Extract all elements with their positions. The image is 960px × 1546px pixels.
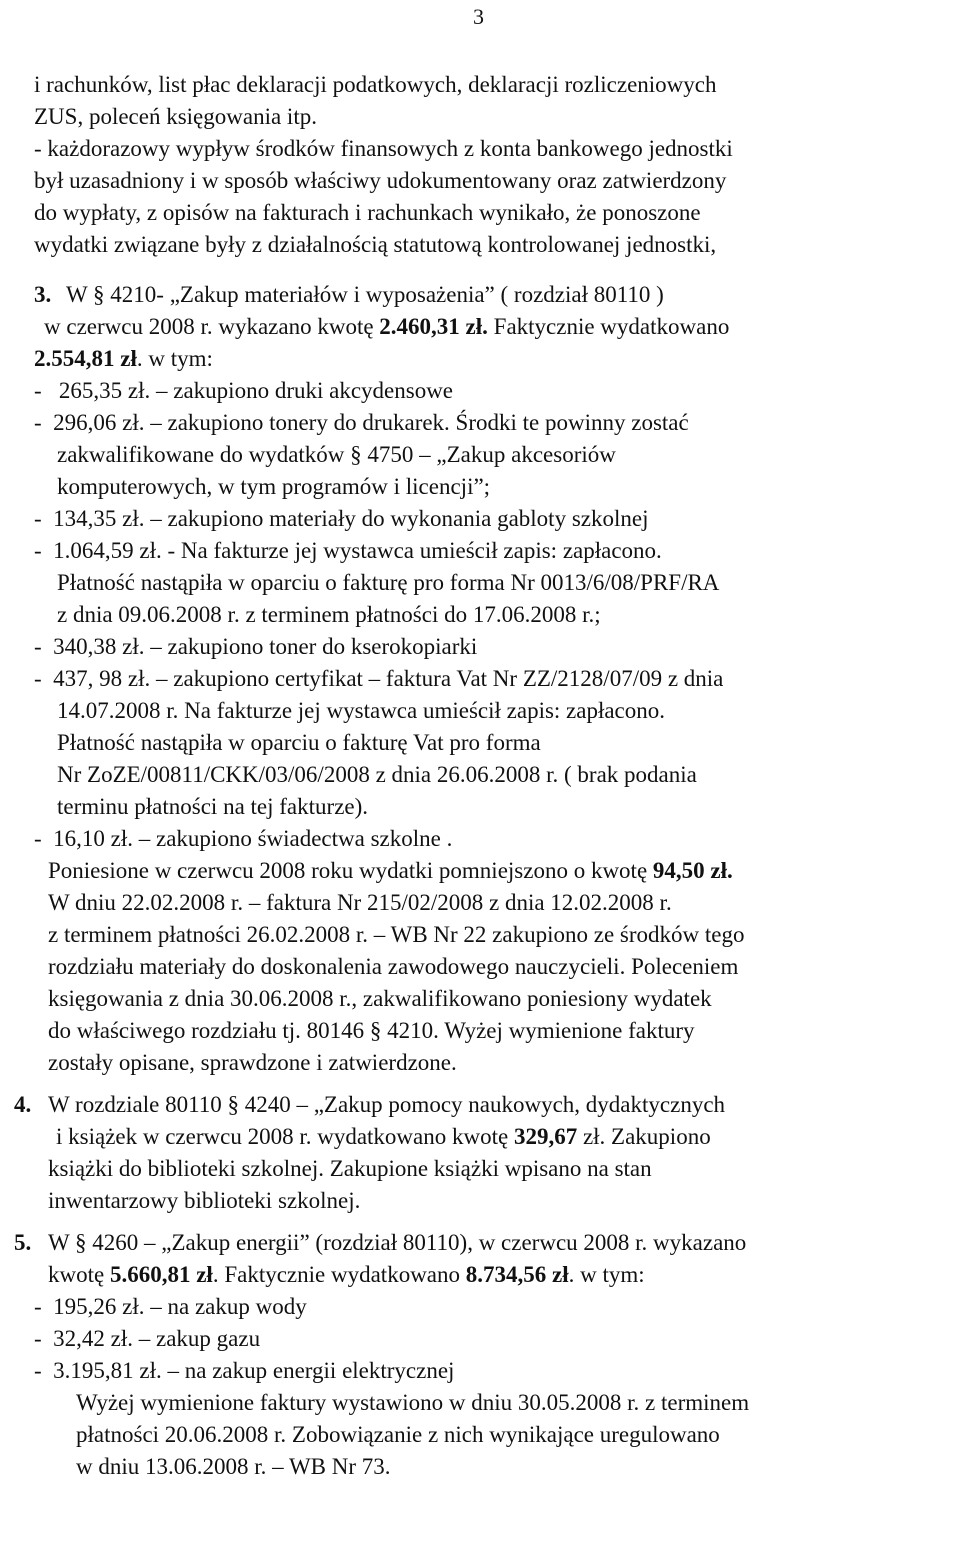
section-line: zostały opisane, sprawdzone i zatwierdzone. [48, 1050, 457, 1075]
list-item: - 16,10 zł. – zakupiono świadectwa szkolne . [34, 826, 453, 851]
amount: 8.734,56 zł [465, 1262, 569, 1287]
list-item: - 3.195,81 zł. – na zakup energii elektrycznej [34, 1358, 455, 1383]
amount: 5.660,81 zł [109, 1262, 213, 1287]
page-number: 3 [473, 4, 484, 29]
section-line: rozdziału materiały do doskonalenia zawodowego nauczycieli. Poleceniem [48, 954, 739, 979]
list-item: - 1.064,59 zł. - Na fakturze jej wystawca umieścił zapis: zapłacono. [34, 538, 662, 563]
section-number: 5. [14, 1230, 32, 1255]
paragraph-line: - każdorazowy wypływ środków finansowych z konta bankowego jednostki [34, 136, 733, 161]
section-line: w dniu 13.06.2008 r. – WB Nr 73. [76, 1454, 391, 1479]
text: . w tym: [136, 346, 213, 371]
paragraph-line: ZUS, poleceń księgowania itp. [34, 104, 317, 129]
section-line [44, 312, 729, 342]
section-number: 4. [14, 1092, 32, 1117]
section-line [48, 1260, 645, 1290]
list-item: - 437, 98 zł. – zakupiono certyfikat – faktura Vat Nr ZZ/2128/07/09 z dnia [34, 666, 724, 691]
section-heading-line: W § 4210- „Zakup materiałów i wyposażenia” ( rozdział 80110 ) [66, 282, 664, 307]
text: i rachunków, list płac deklaracji podatkowych, deklaracji rozliczeniowych [34, 72, 717, 97]
list-item: z dnia 09.06.2008 r. z terminem płatności do 17.06.2008 r.; [34, 602, 601, 627]
paragraph-line: do wypłaty, z opisów na fakturach i rachunkach wynikało, że ponoszone [34, 200, 701, 225]
list-item: zakwalifikowane do wydatków § 4750 – „Zakup akcesoriów [34, 442, 616, 467]
section-line: inwentarzowy biblioteki szkolnej. [48, 1188, 361, 1213]
section-line [56, 1122, 711, 1152]
list-item: komputerowych, w tym programów i licencji”; [34, 474, 491, 499]
amount: 94,50 zł. [652, 858, 733, 883]
paragraph-line [34, 70, 956, 100]
text: Faktycznie wydatkowano [487, 314, 730, 339]
list-item: Płatność nastąpiła w oparciu o fakturę Vat pro forma [34, 730, 541, 755]
list-item: Płatność nastąpiła w oparciu o fakturę pro forma Nr 0013/6/08/PRF/RA [34, 570, 720, 595]
list-item: - 134,35 zł. – zakupiono materiały do wykonania gabloty szkolnej [34, 506, 649, 531]
amount: 329,67 [513, 1124, 578, 1149]
text: w czerwcu 2008 r. wykazano kwotę [44, 314, 380, 339]
section-line [48, 856, 733, 886]
section-line: księgowania z dnia 30.06.2008 r., zakwalifikowano poniesiony wydatek [48, 986, 712, 1011]
paragraph-line: wydatki związane były z działalnością statutową kontrolowanej jednostki, [34, 232, 717, 257]
section-line: z terminem płatności 26.02.2008 r. – WB Nr 22 zakupiono ze środków tego [48, 922, 745, 947]
section-number: 3. [34, 282, 52, 307]
text: . w tym: [568, 1262, 645, 1287]
text: Poniesione w czerwcu 2008 roku wydatki pomniejszono o kwotę [48, 858, 653, 883]
section-line: książki do biblioteki szkolnej. Zakupione książki wpisano na stan [48, 1156, 652, 1181]
section-heading-line: W rozdziale 80110 § 4240 – „Zakup pomocy naukowych, dydaktycznych [48, 1092, 726, 1117]
section-line: płatności 20.06.2008 r. Zobowiązanie z nich wynikające uregulowano [76, 1422, 720, 1447]
section-heading-line: W § 4260 – „Zakup energii” (rozdział 80110), w czerwcu 2008 r. wykazano [48, 1230, 747, 1255]
list-item: 14.07.2008 r. Na fakturze jej wystawca umieścił zapis: zapłacono. [34, 698, 666, 723]
amount: 2.460,31 zł. [379, 314, 488, 339]
list-item: - 32,42 zł. – zakup gazu [34, 1326, 261, 1351]
text: . Faktycznie wydatkowano [212, 1262, 466, 1287]
text: i książek w czerwcu 2008 r. wydatkowano kwotę [56, 1124, 514, 1149]
text: kwotę [48, 1262, 110, 1287]
section-line [34, 344, 213, 374]
section-line: W dniu 22.02.2008 r. – faktura Nr 215/02/2008 z dnia 12.02.2008 r. [48, 890, 672, 915]
list-item: Nr ZoZE/00811/CKK/03/06/2008 z dnia 26.06.2008 r. ( brak podania [34, 762, 697, 787]
list-item: - 265,35 zł. – zakupiono druki akcydensowe [34, 378, 454, 403]
text: zł. Zakupiono [577, 1124, 711, 1149]
section-line: Wyżej wymienione faktury wystawiono w dniu 30.05.2008 r. z terminem [76, 1390, 750, 1415]
list-item: - 340,38 zł. – zakupiono toner do kserokopiarki [34, 634, 478, 659]
list-item: - 195,26 zł. – na zakup wody [34, 1294, 307, 1319]
list-item: - 296,06 zł. – zakupiono tonery do drukarek. Środki te powinny zostać [34, 410, 689, 435]
list-item: terminu płatności na tej fakturze). [34, 794, 369, 819]
paragraph-line: był uzasadniony i w sposób właściwy udokumentowany oraz zatwierdzony [34, 168, 727, 193]
amount: 2.554,81 zł [34, 346, 137, 371]
section-line: do właściwego rozdziału tj. 80146 § 4210. Wyżej wymienione faktury [48, 1018, 695, 1043]
